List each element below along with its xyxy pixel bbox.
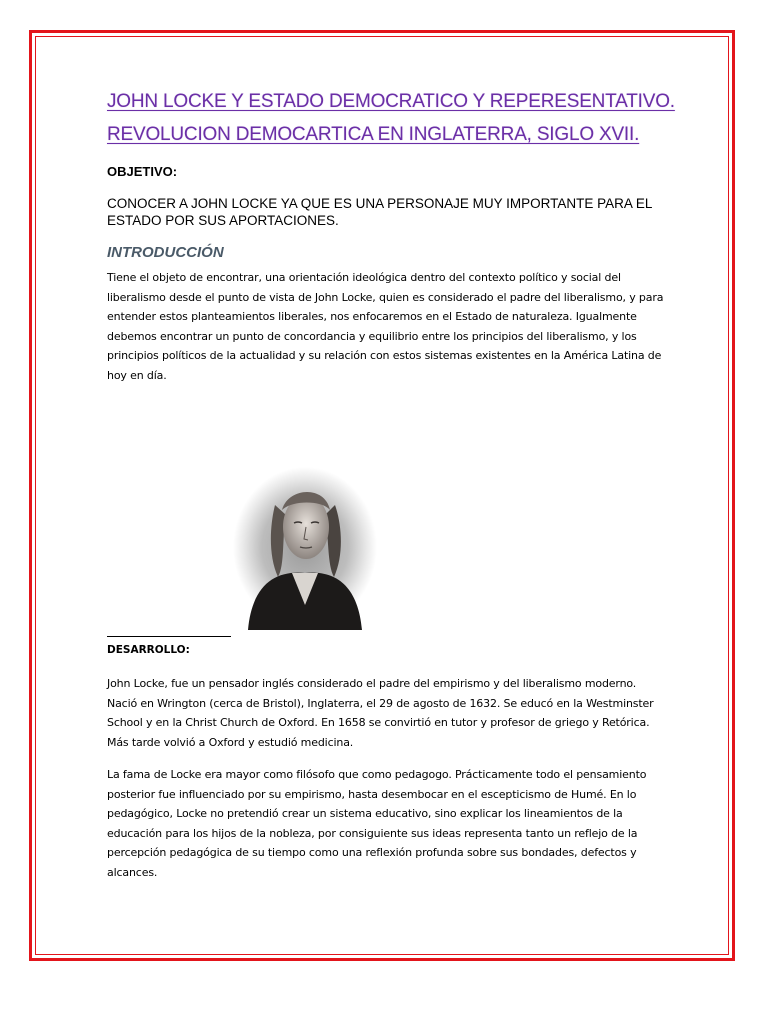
desarrollo-paragraph-1: John Locke, fue un pensador inglés considerado el padre del empirismo y del liberalismo moderno. Nació en Wrington (cerca de Bristol), Inglaterra, el 29 de agosto de 1632. Se educó en la Westminster School y en la Christ Church de Oxford. En 1658 se convirtió en tutor y profesor de griego y Retórica. Más tarde volvió a Oxford y estudió medicina. (107, 677, 654, 749)
introduccion-paragraph: Tiene el objeto de encontrar, una orientación ideológica dentro del contexto político y social del liberalismo desde el punto de vista de John Locke, quien es considerado el padre del liberalismo, y para entender estos planteamientos liberales, nos enfocaremos en el Estado de naturaleza. Igualmente debemos encontrar un punto de concordancia y equilibrio entre los principios del liberalismo, y los principios políticos de la actualidad y su relación con estos sistemas existentes en la América Latina de hoy en día. (107, 271, 664, 382)
john-locke-portrait (230, 465, 380, 630)
desarrollo-label: DESARROLLO: (107, 644, 190, 656)
objetivo-text: CONOCER A JOHN LOCKE YA QUE ES UNA PERSONAJE MUY IMPORTANTE PARA EL ESTADO POR SUS APORTACIONES. (107, 196, 652, 228)
desarrollo-paragraph-2: La fama de Locke era mayor como filósofo que como pedagogo. Prácticamente todo el pensamiento posterior fue influenciado por su empirismo, hasta desembocar en el escepticismo de Humé. En lo pedagógico, Locke no pretendió crear un sistema educativo, sino explicar los lineamientos de la educación para los hijos de la nobleza, por consiguiente sus ideas representa tanto un reflejo de la percepción pedagógica de su tiempo como una reflexión profunda sobre sus bondades, defectos y alcances. (107, 768, 647, 879)
footnote-rule (107, 636, 231, 637)
introduccion-heading: INTRODUCCIÓN (107, 244, 224, 261)
title-line-2: REVOLUCION DEMOCARTICA EN INGLATERRA, SIGLO XVII. (107, 124, 640, 145)
objetivo-label: OBJETIVO: (107, 164, 178, 179)
title-line-1: JOHN LOCKE Y ESTADO DEMOCRATICO Y REPERESENTATIVO. (107, 91, 675, 112)
